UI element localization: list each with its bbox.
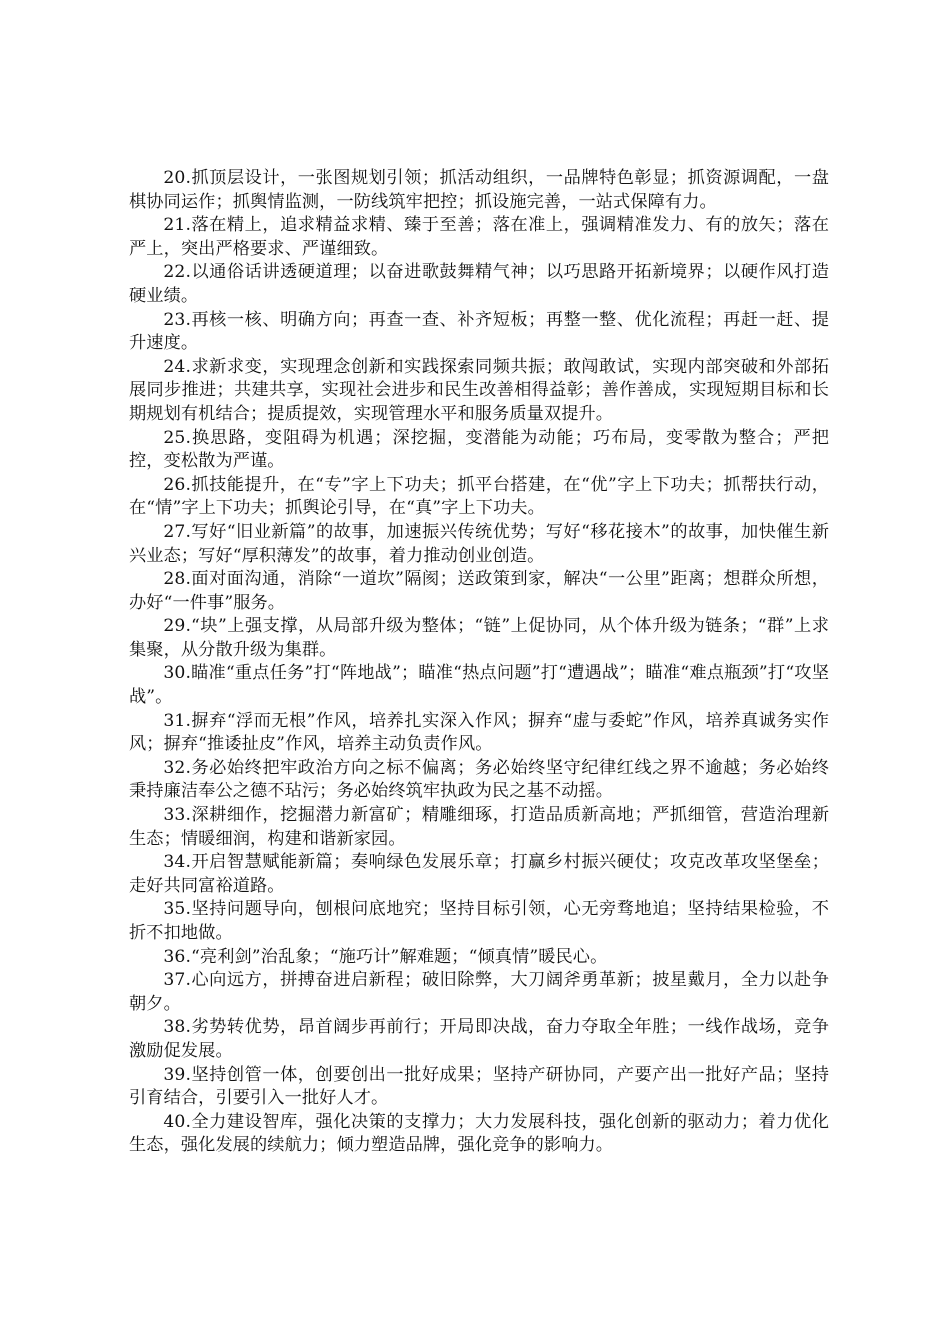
paragraph-29: 29.“块”上强支撑，从局部升级为整体；“链”上促协同，从个体升级为链条；“群”上求集聚，从分散升级为集群。 [129,616,829,660]
paragraph-23: 23.再核一核、明确方向；再查一查、补齐短板；再整一整、优化流程；再赶一赶、提升速度。 [129,309,829,354]
paragraph-20: 20.抓顶层设计，一张图规划引领；抓活动组织，一品牌特色彰显；抓资源调配，一盘棋协同运作；抓舆情监测，一防线筑牢把控；抓设施完善，一站式保障有力。 [129,168,829,212]
paragraph-34: 34.开启智慧赋能新篇；奏响绿色发展乐章；打赢乡村振兴硬仗；攻克改革攻坚堡垒；走好共同富裕道路。 [129,852,829,896]
paragraph-26: 26.抓技能提升，在“专”字上下功夫；抓平台搭建，在“优”字上下功夫；抓帮扶行动，在“情”字上下功夫；抓舆论引导，在“真”字上下功夫。 [129,474,829,519]
paragraph-32: 32.务必始终把牢政治方向之标不偏离；务必始终坚守纪律红线之界不逾越；务必始终秉持廉洁奉公之德不玷污；务必始终筑牢执政为民之基不动摇。 [129,757,829,802]
paragraph-40: 40.全力建设智库，强化决策的支撑力；大力发展科技，强化创新的驱动力；着力优化生态，强化发展的续航力；倾力塑造品牌，强化竞争的影响力。 [129,1111,829,1156]
paragraph-33: 33.深耕细作，挖掘潜力新富矿；精雕细琢，打造品质新高地；严抓细管，营造治理新生态；情暖细润，构建和谐新家园。 [129,805,829,849]
paragraph-36: 36.“亮利剑”治乱象；“施巧计”解难题；“倾真情”暖民心。 [163,946,608,967]
paragraph-38: 38.劣势转优势，昂首阔步再前行；开局即决战，奋力夺取全年胜；一线作战场，竞争激励促发展。 [129,1017,829,1061]
paragraph-22: 22.以通俗话讲透硬道理；以奋进歌鼓舞精气神；以巧思路开拓新境界；以硬作风打造硬业绩。 [129,262,829,306]
paragraph-28: 28.面对面沟通，消除“一道坎”隔阂；送政策到家，解决“一公里”距离；想群众所想，办好“一件事”服务。 [129,569,829,613]
paragraph-35: 35.坚持问题导向，刨根问底地究；坚持目标引领，心无旁骛地追；坚持结果检验，不折不扣地做。 [129,899,829,943]
paragraph-30: 30.瞄准“重点任务”打“阵地战”；瞄准“热点问题”打“遭遇战”；瞄准“难点瓶颈”打“攻坚战”。 [129,663,829,708]
paragraph-21: 21.落在精上，追求精益求精、臻于至善；落在准上，强调精准发力、有的放矢；落在严上，突出严格要求、严谨细致。 [129,215,829,259]
paragraph-27: 27.写好“旧业新篇”的故事，加速振兴传统优势；写好“移花接木”的故事，加快催生新兴业态；写好“厚积薄发”的故事，着力推动创业创造。 [129,521,829,566]
paragraph-31: 31.摒弃“浮而无根”作风，培养扎实深入作风；摒弃“虚与委蛇”作风，培养真诚务实作风；摒弃“推诿扯皮”作风，培养主动负责作风。 [129,710,829,755]
paragraph-39: 39.坚持创管一体，创要创出一批好成果；坚持产研协同，产要产出一批好产品；坚持引育结合，引要引入一批好人才。 [129,1064,829,1109]
paragraph-37: 37.心向远方，拼搏奋进启新程；破旧除弊，大刀阔斧勇革新；披星戴月，全力以赴争朝夕。 [129,970,829,1014]
document-body [129,167,829,1158]
paragraph-24: 24.求新求变，实现理念创新和实践探索同频共振；敢闯敢试，实现内部突破和外部拓展同步推进；共建共享，实现社会进步和民生改善相得益彰；善作善成，实现短期目标和长期规划有机结合；提质提效，实现管理水平和服务质量双提升。 [129,356,829,424]
paragraph-25: 25.换思路，变阻碍为机遇；深挖掘，变潜能为动能；巧布局，变零散为整合；严把控，变松散为严谨。 [129,427,829,472]
